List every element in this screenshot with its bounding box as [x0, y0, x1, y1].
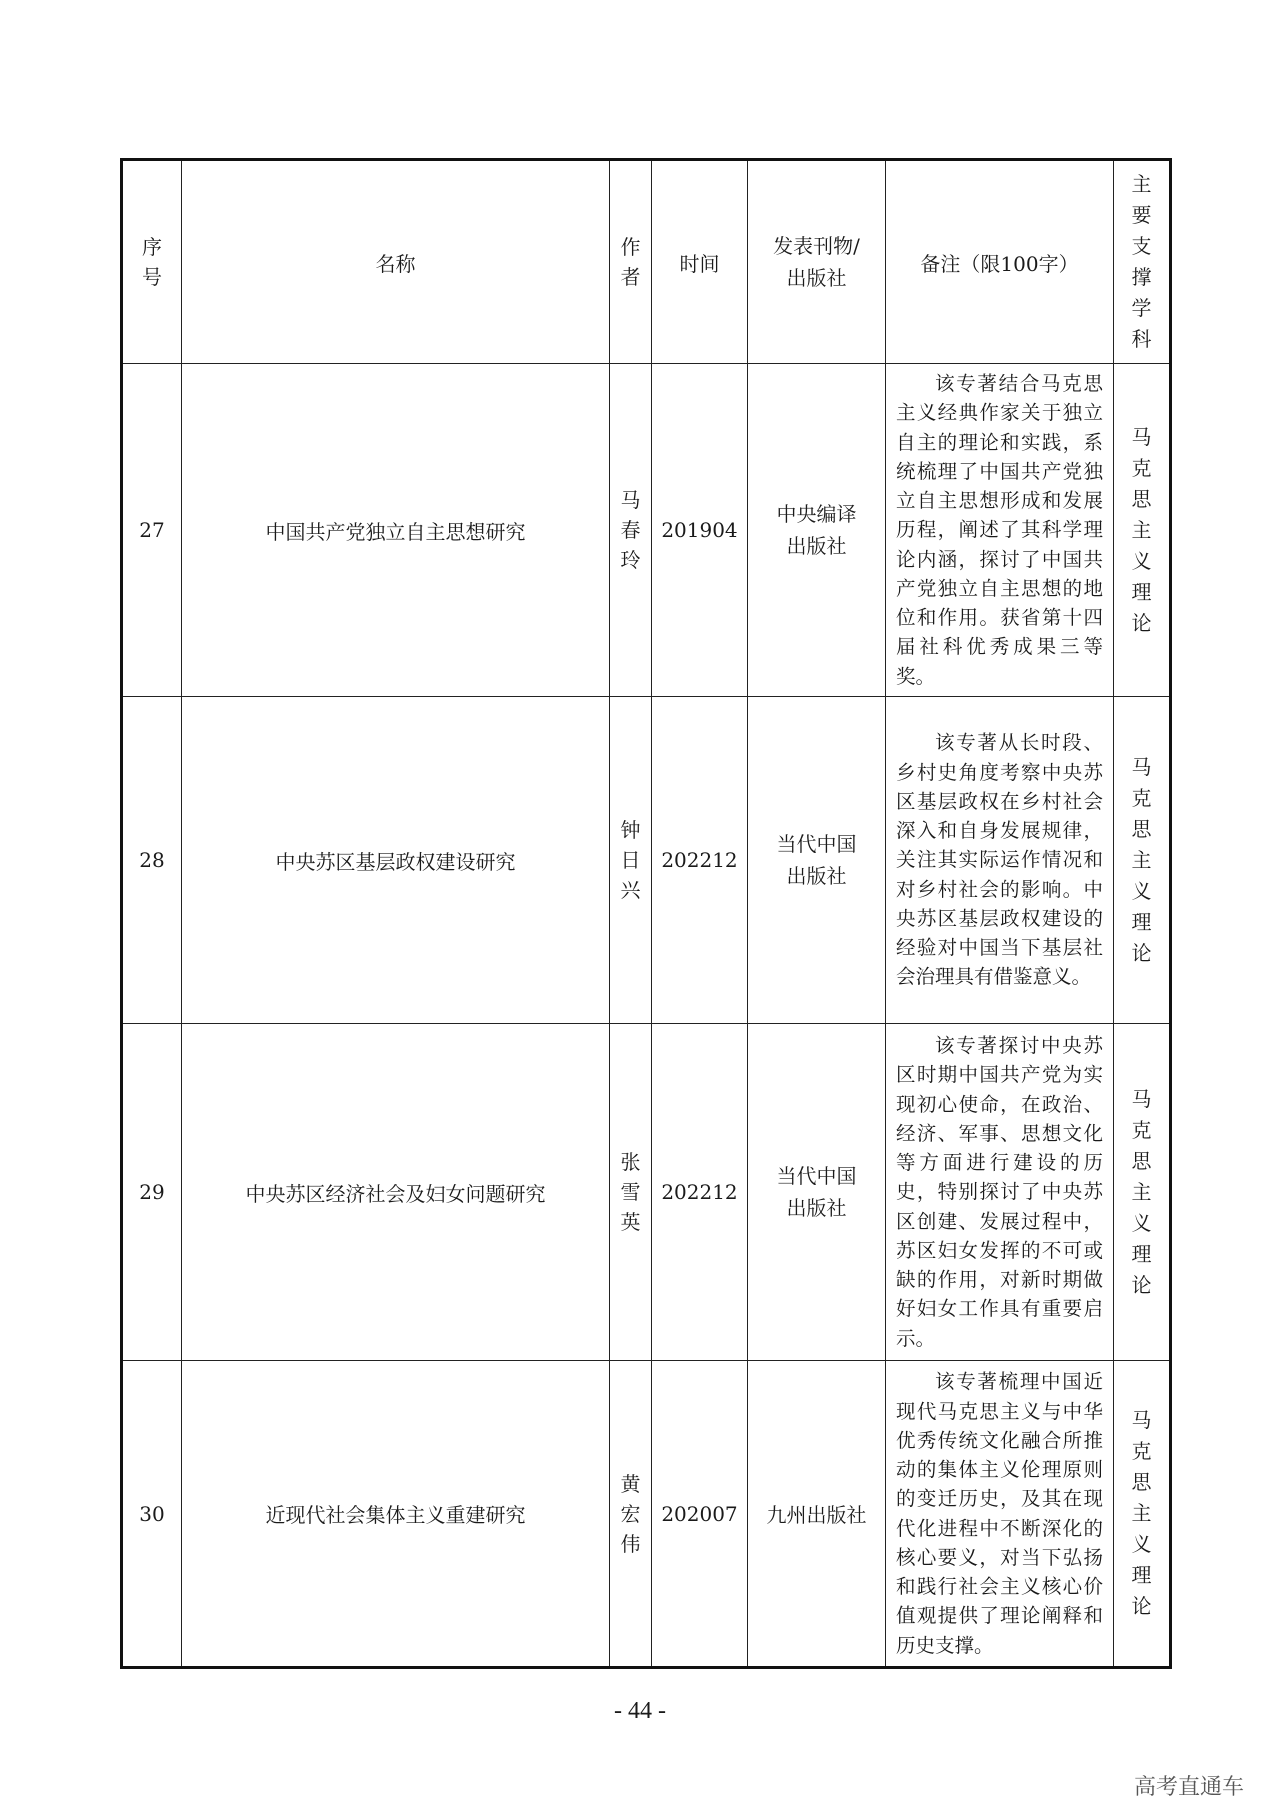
cell-note: 该专著探讨中央苏区时期中国共产党为实现初心使命，在政治、经济、军事、思想文化等方面进行建设的历史，特别探讨了中央苏区创建、发展过程中，苏区妇女发挥的不可或缺的作用，对新时期做好妇女工作具有重要启示。	[886, 1024, 1114, 1361]
header-note: 备注（限100字）	[886, 160, 1114, 364]
header-subject: 主要支撑学科	[1114, 160, 1171, 364]
cell-seq: 29	[122, 1024, 182, 1361]
header-name: 名称	[182, 160, 610, 364]
page-number: - 44 -	[614, 1698, 666, 1724]
cell-publisher: 九州出版社	[748, 1361, 886, 1668]
cell-seq: 30	[122, 1361, 182, 1668]
table-row	[122, 1024, 1171, 1361]
table-row	[122, 1361, 1171, 1668]
cell-publisher: 当代中国出版社	[748, 697, 886, 1024]
cell-seq: 28	[122, 697, 182, 1024]
table-row	[122, 364, 1171, 697]
cell-subject: 马克思主义理论	[1114, 364, 1171, 697]
cell-author: 张雪英	[610, 1024, 652, 1361]
cell-name: 中央苏区基层政权建设研究	[182, 697, 610, 1024]
cell-note: 该专著结合马克思主义经典作家关于独立自主的理论和实践，系统梳理了中国共产党独立自主思想形成和发展历程，阐述了其科学理论内涵，探讨了中国共产党独立自主思想的地位和作用。获省第十四届社科优秀成果三等奖。	[886, 364, 1114, 697]
cell-name: 中国共产党独立自主思想研究	[182, 364, 610, 697]
header-author: 作者	[610, 160, 652, 364]
cell-time: 202007	[652, 1361, 748, 1668]
cell-publisher: 当代中国出版社	[748, 1024, 886, 1361]
cell-author: 马春玲	[610, 364, 652, 697]
achievement-table	[120, 158, 1172, 1669]
cell-time: 201904	[652, 364, 748, 697]
header-time: 时间	[652, 160, 748, 364]
cell-subject: 马克思主义理论	[1114, 1024, 1171, 1361]
watermark: 高考直通车	[1133, 1775, 1244, 1800]
cell-author: 钟日兴	[610, 697, 652, 1024]
cell-note: 该专著从长时段、乡村史角度考察中央苏区基层政权在乡村社会深入和自身发展规律，关注其实际运作情况和对乡村社会的影响。中央苏区基层政权建设的经验对中国当下基层社会治理具有借鉴意义。	[886, 697, 1114, 1024]
cell-time: 202212	[652, 1024, 748, 1361]
header-publisher: 发表刊物/出版社	[748, 160, 886, 364]
cell-subject: 马克思主义理论	[1114, 1361, 1171, 1668]
cell-seq: 27	[122, 364, 182, 697]
header-seq: 序号	[122, 160, 182, 364]
cell-name: 中央苏区经济社会及妇女问题研究	[182, 1024, 610, 1361]
table-row	[122, 697, 1171, 1024]
cell-author: 黄宏伟	[610, 1361, 652, 1668]
cell-subject: 马克思主义理论	[1114, 697, 1171, 1024]
header-row	[122, 160, 1171, 364]
cell-note: 该专著梳理中国近现代马克思主义与中华优秀传统文化融合所推动的集体主义伦理原则的变迁历史，及其在现代化进程中不断深化的核心要义，对当下弘扬和践行社会主义核心价值观提供了理论阐释和历史支撑。	[886, 1361, 1114, 1668]
cell-name: 近现代社会集体主义重建研究	[182, 1361, 610, 1668]
cell-time: 202212	[652, 697, 748, 1024]
cell-publisher: 中央编译出版社	[748, 364, 886, 697]
